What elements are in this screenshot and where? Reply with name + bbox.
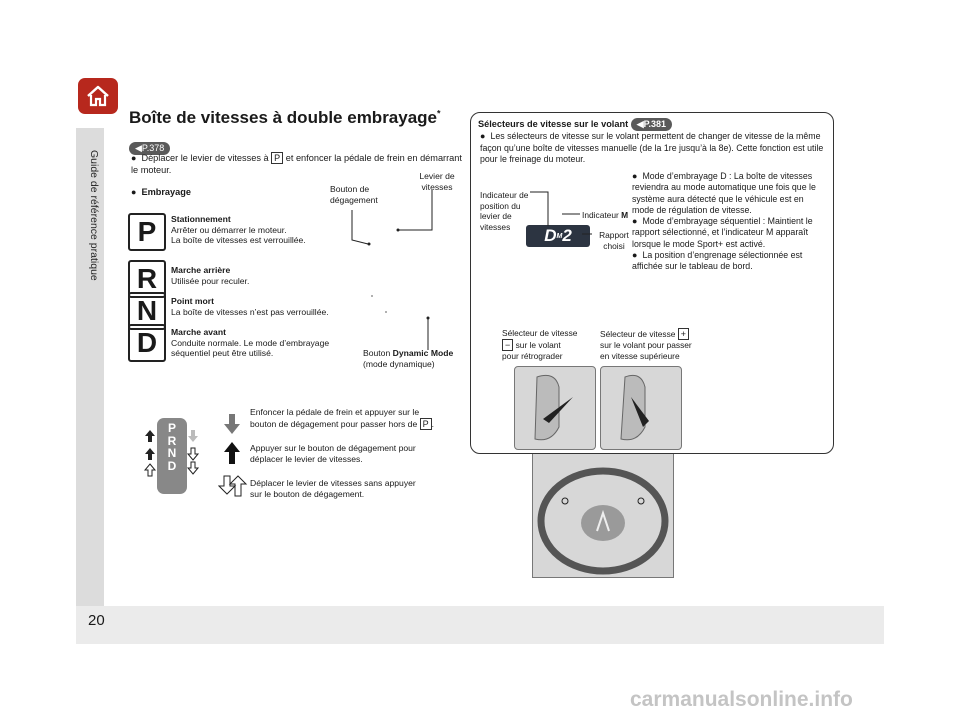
minus-key: −	[502, 339, 513, 351]
legend-arrows	[218, 412, 248, 498]
plus-b: sur le volant pour passer	[600, 340, 692, 350]
gear-r-box: R	[128, 260, 166, 298]
ref-paddle-label: P.381	[643, 119, 666, 129]
paddle-minus-photo	[514, 366, 596, 450]
legend-2b: déplacer le levier de vitesses.	[250, 454, 363, 464]
paddle-minus-drawing	[515, 367, 595, 449]
gear-d-desc2: séquentiel peut être utilisé.	[171, 348, 274, 358]
embrayage-label: Embrayage	[141, 187, 191, 197]
ind-m-bold: M	[621, 210, 629, 220]
gear-d-title: Marche avant	[171, 327, 226, 337]
display-d: D	[544, 226, 557, 245]
panel-bullet-2	[632, 171, 824, 216]
ind-m-pre: Indicateur	[582, 210, 619, 220]
legend-1-key: P	[420, 418, 432, 430]
shifter-arrows	[143, 428, 207, 498]
panel-b2-text: Mode d’embrayage D : La boîte de vitesses reviendra au mode automatique une fois que le système aura détecté que le véhicule est en mode de régulation de vitesse.	[632, 171, 816, 215]
gear-r-text	[171, 265, 249, 286]
panel-b3-text: Mode d’embrayage séquentiel : Maintient le rapport sélectionné, et l’indicateur M apparaît lorsque le mode Sport+ est activé.	[632, 216, 813, 249]
gear-r-desc: Utilisée pour reculer.	[171, 275, 250, 286]
legend-1b: bouton de dégagement pour passer hors de	[250, 419, 418, 429]
shifter-d: D	[167, 458, 177, 473]
gear-d-box: D	[128, 324, 166, 362]
gear-p-desc2: La boîte de vitesses est verrouillée.	[171, 235, 306, 245]
minus-a: Sélecteur de vitesse	[502, 328, 578, 338]
panel-b4-text: La position d’engrenage sélectionnée est affichée sur le tableau de bord.	[632, 250, 803, 272]
dyn-prefix: Bouton	[363, 348, 391, 358]
panel-bullet-3	[632, 216, 824, 250]
bouton-degagement-callout: Bouton de dégagement	[330, 184, 378, 205]
legend-2a: Appuyer sur le bouton de dégagement pour	[250, 443, 416, 453]
ref-link-main[interactable]: ◀P.378	[129, 138, 170, 156]
dyn-bold: Dynamic Mode	[392, 348, 454, 358]
legend-3b: sur le bouton de dégagement.	[250, 489, 365, 499]
legend-3	[250, 478, 416, 500]
shifter-n: N	[167, 446, 177, 460]
gear-n-box: N	[128, 292, 166, 330]
shifter-p: P	[167, 421, 176, 435]
panel-heading-text: Sélecteurs de vitesse sur le volant	[478, 119, 629, 129]
page-number: 20	[88, 612, 105, 629]
intro-pre: Déplacer le levier de vitesses à	[141, 153, 269, 163]
paddle-plus-photo	[600, 366, 682, 450]
legend-2	[250, 443, 416, 465]
title-star: *	[437, 108, 441, 119]
gear-n-desc: La boîte de vitesses n’est pas verrouillée.	[171, 306, 329, 317]
watermark: carmanualsonline.info	[630, 688, 853, 711]
plus-a: Sélecteur de vitesse	[600, 329, 676, 339]
rapport-callout: Rapport choisi	[599, 230, 629, 251]
gear-n-text	[171, 296, 329, 317]
dyn-mode: (mode dynamique)	[363, 359, 435, 369]
ref-link-paddle[interactable]: ◀P.381	[631, 118, 672, 131]
legend-3a: Déplacer le levier de vitesses sans appuyer	[250, 478, 416, 488]
gear-p-title: Stationnement	[171, 214, 231, 224]
panel-heading	[478, 118, 672, 131]
display-gear: 2	[562, 226, 572, 245]
intro-post: et enfoncer la pédale de frein en démarrant le moteur.	[131, 153, 462, 175]
steering-wheel-drawing	[533, 441, 673, 577]
gear-p-text	[171, 214, 306, 246]
steering-wheel-photo	[532, 440, 674, 578]
legend-1a: Enfoncer la pédale de frein et appuyer sur le	[250, 407, 420, 417]
panel-bullets	[632, 171, 824, 273]
minus-b: sur le volant	[515, 339, 561, 350]
levier-callout: Levier de vitesses	[419, 171, 455, 192]
gear-d-desc: Conduite normale. Le mode d’embrayage	[171, 337, 330, 348]
minus-c: pour rétrograder	[502, 350, 563, 361]
paddle-minus-label	[502, 328, 594, 361]
display-m: M	[556, 232, 563, 240]
plus-c: en vitesse supérieure	[600, 350, 680, 361]
plus-key: +	[678, 328, 689, 340]
footer-bar	[76, 606, 884, 644]
ref-main-label: P.378	[141, 143, 165, 153]
home-icon	[85, 84, 111, 108]
legend-1: Enfoncer la pédale de frein et appuyer sur le bouton de dégagement pour passer hors de P .	[250, 407, 435, 429]
gear-d-text	[171, 327, 329, 359]
page-title	[129, 108, 441, 128]
paddle-plus-label	[600, 328, 710, 361]
intro-key: P	[271, 152, 283, 164]
gear-p-desc: Arrêter ou démarrer le moteur.	[171, 224, 287, 235]
embrayage-heading	[131, 186, 191, 198]
home-button[interactable]	[78, 78, 118, 114]
panel-bullet-4	[632, 250, 824, 273]
gear-n-title: Point mort	[171, 296, 214, 306]
callout-lines	[340, 190, 460, 360]
panel-bullet-1	[480, 131, 826, 166]
display-callout-lines	[520, 190, 600, 250]
gear-p-box: P	[128, 213, 166, 251]
paddle-plus-drawing	[601, 367, 681, 449]
side-label: Guide de référence pratique	[88, 150, 100, 281]
title-text: Boîte de vitesses à double embrayage	[129, 108, 438, 127]
panel-b1-text: Les sélecteurs de vitesse sur le volant permettent de changer de vitesse de la même façon qu’une boîte de vitesses manuelle (de la 1re jusqu’à la 8e). Cette fonction est utile pour le freinage du moteur.	[480, 131, 824, 164]
gear-r-title: Marche arrière	[171, 265, 231, 275]
indicateur-position-callout: Indicateur de position du levier de vitesses	[480, 190, 529, 232]
shifter-r: R	[167, 433, 177, 448]
